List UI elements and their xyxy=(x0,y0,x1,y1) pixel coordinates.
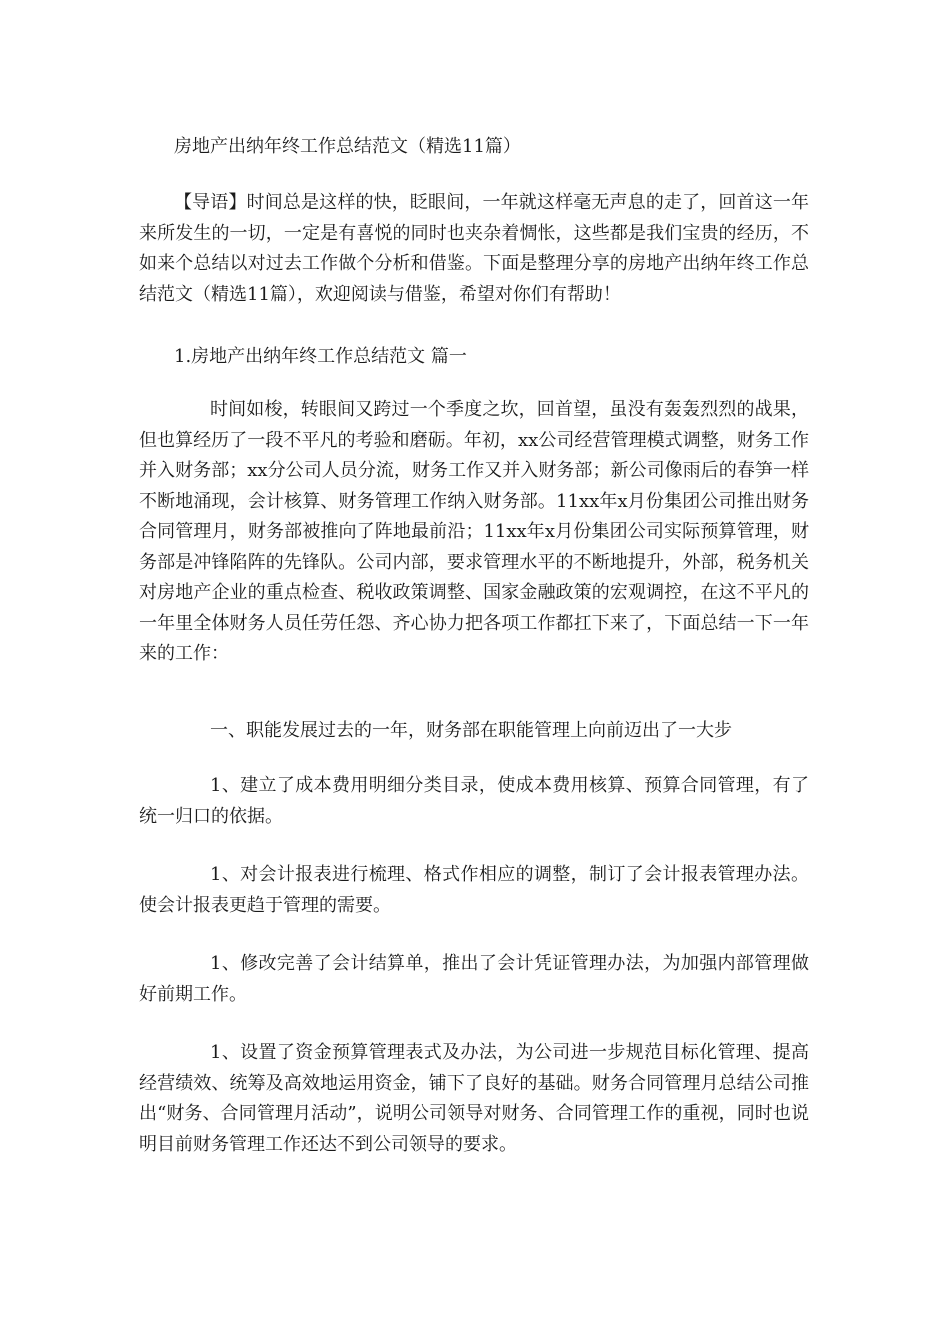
list-item-paragraph: 1、建立了成本费用明细分类目录，使成本费用核算、预算合同管理，有了统一归口的依据。 xyxy=(139,775,809,827)
document-title: 房地产出纳年终工作总结范文（精选11篇） xyxy=(174,136,521,157)
list-item-paragraph: 1、修改完善了会计结算单，推出了会计凭证管理办法，为加强内部管理做好前期工作。 xyxy=(139,953,809,1005)
list-item-paragraph: 1、设置了资金预算管理表式及办法，为公司进一步规范目标化管理、提高经营绩效、统筹及高效地运用资金，铺下了良好的基础。财务合同管理月总结公司推出“财务、合同管理月活动”，说明公司领导对财务、合同管理工作的重视，同时也说明目前财务管理工作还达不到公司领导的要求。 xyxy=(139,1042,809,1155)
section-heading: 1.房地产出纳年终工作总结范文 篇一 xyxy=(174,346,467,367)
list-item-paragraph: 1、对会计报表进行梳理、格式作相应的调整，制订了会计报表管理办法。使会计报表更趋于管理的需要。 xyxy=(139,864,809,916)
body-paragraph: 时间如梭，转眼间又跨过一个季度之坎，回首望，虽没有轰轰烈烈的战果，但也算经历了一段不平凡的考验和磨砺。年初，xx公司经营管理模式调整，财务工作并入财务部；xx分公司人员分流，财务工作又并入财务部；新公司像雨后的春笋一样不断地涌现，会计核算、财务管理工作纳入财务部。11xx年x月份集团公司推出财务合同管理月，财务部被推向了阵地最前沿；11xx年x月份集团公司实际预算管理，财务部是冲锋陷阵的先锋队。公司内部，要求管理水平的不断地提升，外部，税务机关对房地产企业的重点检查、税收政策调整、国家金融政策的宏观调控，在这不平凡的一年里全体财务人员任劳任怨、齐心协力把各项工作都扛下来了，下面总结一下一年来的工作： xyxy=(139,399,809,664)
subsection-heading: 一、职能发展过去的一年，财务部在职能管理上向前迈出了一大步 xyxy=(210,720,732,741)
intro-paragraph: 【导语】时间总是这样的快，眨眼间，一年就这样毫无声息的走了，回首这一年来所发生的一切，一定是有喜悦的同时也夹杂着惆怅，这些都是我们宝贵的经历，不如来个总结以对过去工作做个分析和借鉴。下面是整理分享的房地产出纳年终工作总结范文（精选11篇），欢迎阅读与借鉴，希望对你们有帮助！ xyxy=(139,192,809,305)
